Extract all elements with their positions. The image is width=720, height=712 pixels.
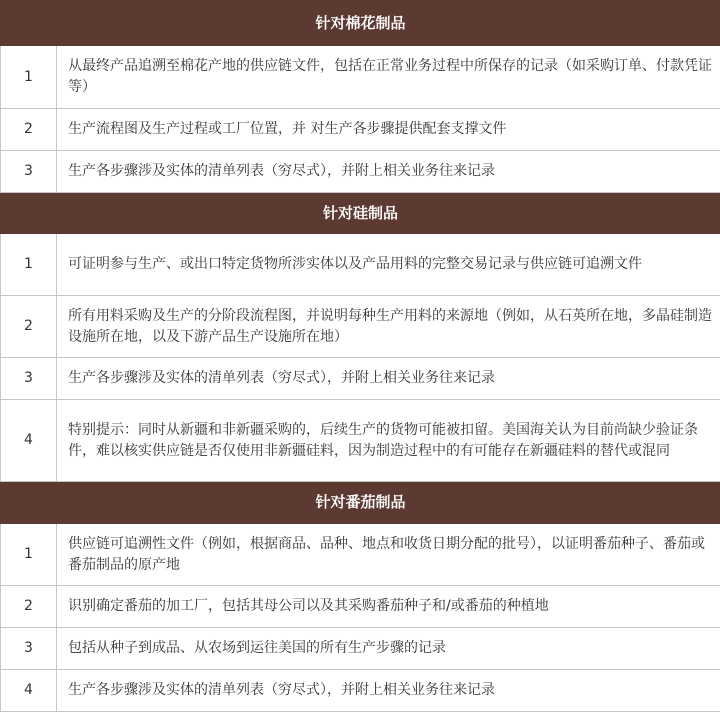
row-number: 3	[1, 628, 57, 670]
row-text: 识别确定番茄的加工厂，包括其母公司以及其采购番茄种子和/或番茄的种植地	[57, 586, 720, 628]
row-text: 生产各步骤涉及实体的清单列表（穷尽式），并附上相关业务往来记录	[57, 670, 720, 712]
row-number: 3	[1, 358, 57, 400]
table-row	[1, 109, 720, 151]
table-row	[1, 400, 720, 482]
table-row	[1, 586, 720, 628]
row-text: 生产流程图及生产过程或工厂位置，并 对生产各步骤提供配套支撑文件	[57, 109, 720, 151]
row-number: 3	[1, 151, 57, 193]
row-number: 4	[1, 670, 57, 712]
section-title: 针对硅制品	[1, 193, 720, 234]
row-text: 生产各步骤涉及实体的清单列表（穷尽式），并附上相关业务往来记录	[57, 358, 720, 400]
table-row	[1, 296, 720, 358]
table-row	[1, 524, 720, 586]
row-text: 包括从种子到成品、从农场到运往美国的所有生产步骤的记录	[57, 628, 720, 670]
table-row	[1, 46, 720, 109]
row-text: 供应链可追溯性文件（例如，根据商品、品种、地点和收货日期分配的批号），以证明番茄种子、番茄或番茄制品的原产地	[57, 524, 720, 586]
section-title: 针对棉花制品	[1, 1, 720, 46]
row-text: 特别提示：同时从新疆和非新疆采购的，后续生产的货物可能被扣留。美国海关认为目前尚缺少验证条件，难以核实供应链是否仅使用非新疆硅料，因为制造过程中的有可能存在新疆硅料的替代或混同	[57, 400, 720, 482]
table-row	[1, 628, 720, 670]
table-row	[1, 670, 720, 712]
table-row	[1, 234, 720, 296]
section-header-cotton	[1, 1, 720, 46]
row-number: 2	[1, 109, 57, 151]
table-row	[1, 358, 720, 400]
row-number: 1	[1, 234, 57, 296]
section-header-tomato	[1, 482, 720, 524]
section-title: 针对番茄制品	[1, 482, 720, 524]
row-number: 1	[1, 46, 57, 109]
row-number: 2	[1, 586, 57, 628]
row-text: 从最终产品追溯至棉花产地的供应链文件，包括在正常业务过程中所保存的记录（如采购订单、付款凭证等）	[57, 46, 720, 109]
row-number: 2	[1, 296, 57, 358]
row-number: 1	[1, 524, 57, 586]
table-row	[1, 151, 720, 193]
row-text: 所有用料采购及生产的分阶段流程图，并说明每种生产用料的来源地（例如，从石英所在地，多晶硅制造设施所在地，以及下游产品生产设施所在地）	[57, 296, 720, 358]
section-header-silicon	[1, 193, 720, 234]
row-number: 4	[1, 400, 57, 482]
row-text: 生产各步骤涉及实体的清单列表（穷尽式），并附上相关业务往来记录	[57, 151, 720, 193]
row-text: 可证明参与生产、或出口特定货物所涉实体以及产品用料的完整交易记录与供应链可追溯文件	[57, 234, 720, 296]
